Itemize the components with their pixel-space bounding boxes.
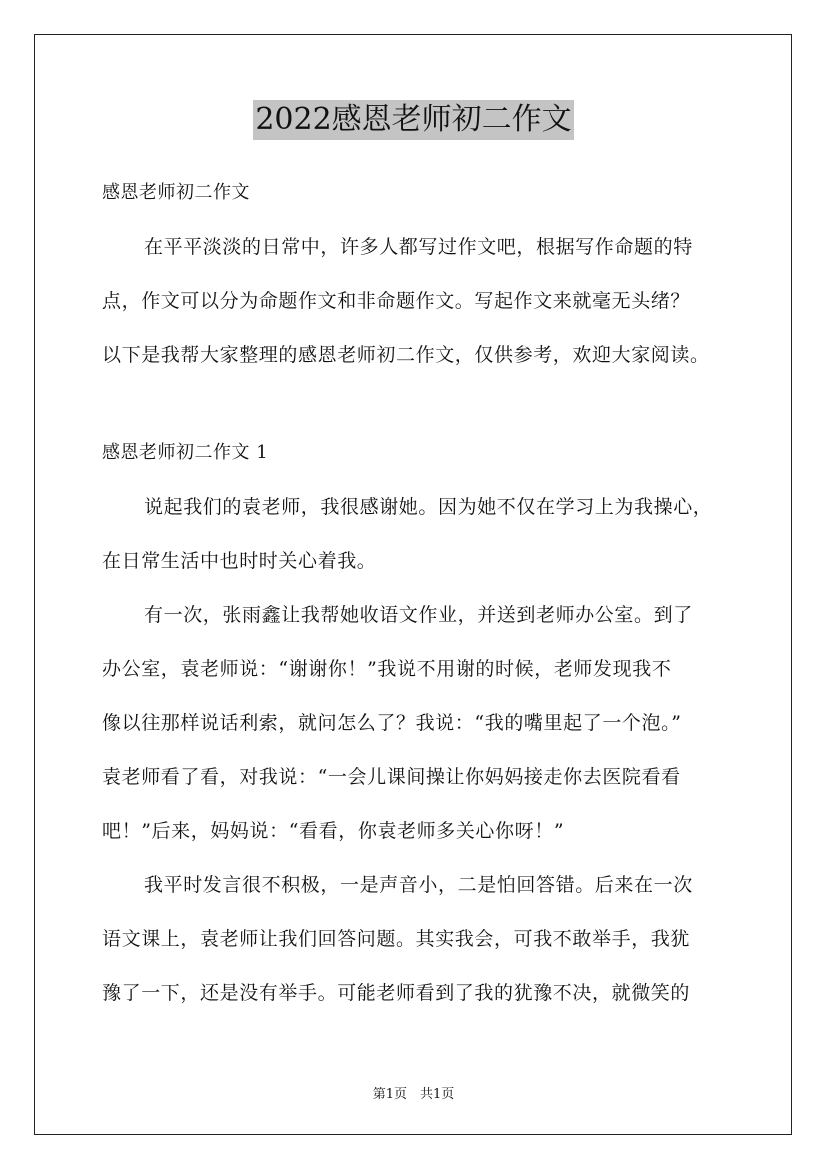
- paragraph2-line-4: 袁老师看了看，对我说：“一会儿课间操让你妈妈接走你去医院看看: [102, 766, 681, 788]
- paragraph2-line-2: 办公室，袁老师说：“谢谢你！”我说不用谢的时候，老师发现我不: [102, 658, 672, 680]
- paragraph3-line-3: 豫了一下，还是没有举手。可能老师看到了我的犹豫不决，就微笑的: [102, 982, 691, 1004]
- section-heading: 感恩老师初二作文 1: [102, 442, 269, 463]
- page-number: 第1页 共1页: [372, 1087, 455, 1102]
- intro-line-1: 在平平淡淡的日常中，许多人都写过作文吧，根据写作命题的特: [144, 236, 693, 258]
- paragraph3-line-2: 语文课上，袁老师让我们回答问题。其实我会，可我不敢举手，我犹: [102, 928, 691, 950]
- paragraph1-line-1: 说起我们的袁老师，我很感谢她。因为她不仅在学习上为我操心，: [144, 496, 713, 518]
- document-body: [102, 172, 747, 1026]
- document-title: 2022感恩老师初二作文: [253, 100, 573, 140]
- title-container: [0, 100, 827, 140]
- paragraph1-line-2: 在日常生活中也时时关心着我。: [102, 550, 377, 572]
- intro-line-3: 以下是我帮大家整理的感恩老师初二作文，仅供参考，欢迎大家阅读。: [102, 344, 710, 366]
- paragraph2-line-1: 有一次，张雨鑫让我帮她收语文作业，并送到老师办公室。到了: [144, 604, 693, 626]
- paragraph3-line-1: 我平时发言很不积极，一是声音小，二是怕回答错。后来在一次: [144, 874, 693, 896]
- intro-line-2: 点，作文可以分为命题作文和非命题作文。写起作文来就毫无头绪？: [102, 290, 691, 312]
- page-footer: [0, 1083, 827, 1102]
- paragraph2-line-5: 吧！”后来，妈妈说：“看看，你袁老师多关心你呀！”: [102, 820, 565, 842]
- document-subtitle: 感恩老师初二作文: [102, 182, 250, 203]
- section-spacer: [102, 388, 747, 432]
- paragraph2-line-3: 像以往那样说话利索，就问怎么了？我说：“我的嘴里起了一个泡。”: [102, 712, 682, 734]
